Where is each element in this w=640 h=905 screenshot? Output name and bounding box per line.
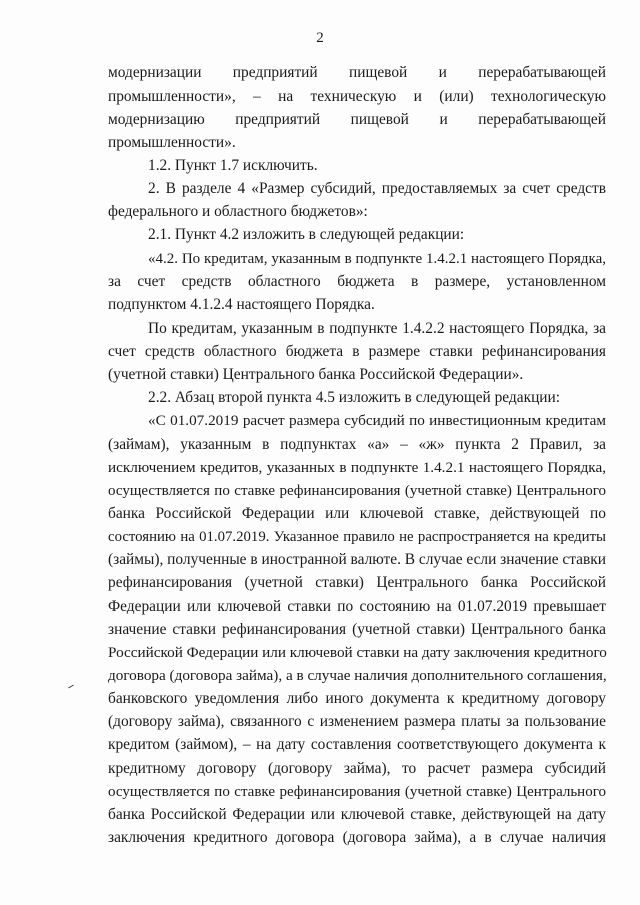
text-line: договора (договора займа), а в случае наличия дополнительного соглашения, bbox=[108, 667, 607, 684]
text-line: По кредитам, указанным в подпункте 1.4.2.2 настоящего Порядка, за bbox=[148, 320, 606, 337]
text-line: промышленности», – на техническую и (или) технологическую bbox=[108, 88, 606, 105]
text-line: заключения кредитного договора (договора займа), а в случае наличия bbox=[108, 829, 606, 846]
text-line: за счет средств областного бюджета в размере, установленном bbox=[108, 273, 606, 290]
text-line: подпунктом 4.1.2.4 настоящего Порядка. bbox=[108, 296, 375, 313]
page-number: 2 bbox=[316, 30, 324, 46]
text-line: Федерации или ключевой ставки по состоянию на 01.07.2019 превышает bbox=[108, 598, 606, 615]
text-line: банка Российской Федерации или ключевой ставке, действующей на дату bbox=[108, 806, 606, 823]
text-line: (займам), указанным в подпунктах «а» – «ж» пункта 2 Правил, за bbox=[108, 436, 606, 453]
text-line: модернизацию предприятий пищевой и перерабатывающей bbox=[108, 111, 606, 128]
text-line: 1.2. Пункт 1.7 исключить. bbox=[148, 157, 318, 174]
text-line: 2.1. Пункт 4.2 изложить в следующей редакции: bbox=[148, 226, 465, 243]
text-line: кредитом (займом), – на дату составления соответствующего документа к bbox=[108, 736, 606, 753]
text-line: «С 01.07.2019 расчет размера субсидий по инвестиционным кредитам bbox=[148, 412, 606, 429]
text-line: 2. В разделе 4 «Размер субсидий, предоставляемых за счет средств bbox=[148, 180, 606, 197]
text-line: осуществляется по ставке рефинансирования (учетной ставке) Центрального bbox=[108, 483, 606, 499]
text-line: (договору займа), связанного с изменением размера платы за пользование bbox=[108, 713, 606, 730]
text-line: значение ставки рефинансирования (учетной ставки) Центрального банка bbox=[108, 621, 606, 638]
text-line: «4.2. По кредитам, указанным в подпункте 1.4.2.1 настоящего Порядка, bbox=[148, 251, 606, 267]
text-line: исключением кредитов, указанных в подпункте 1.4.2.1 настоящего Порядка, bbox=[108, 459, 606, 476]
text-line: модернизации предприятий пищевой и перерабатывающей bbox=[108, 64, 606, 81]
text-line: (займы), полученные в иностранной валюте. В случае если значение ставки bbox=[108, 551, 606, 568]
text-line: Российской Федерации или ключевой ставки на дату заключения кредитного bbox=[108, 644, 607, 661]
text-line: осуществляется по ставке рефинансирования (учетной ставке) Центрального bbox=[108, 784, 606, 800]
text-line: банка Российской Федерации или ключевой ставке, действующей по bbox=[108, 505, 606, 522]
text-line: рефинансирования (учетной ставки) Центрального банка Российской bbox=[108, 574, 606, 591]
text-line: счет средств областного бюджета в размере ставки рефинансирования bbox=[108, 343, 606, 360]
text-line: банковского уведомления либо иного документа к кредитному договору bbox=[108, 690, 606, 707]
text-line: 2.2. Абзац второй пункта 4.5 изложить в следующей редакции: bbox=[148, 389, 561, 406]
text-line: кредитному договору (договору займа), то расчет размера субсидий bbox=[108, 760, 606, 777]
text-line: федерального и областного бюджетов»: bbox=[108, 203, 368, 220]
text-line: промышленности». bbox=[108, 134, 236, 151]
margin-mark bbox=[68, 685, 74, 689]
text-line: (учетной ставки) Центрального банка Российской Федерации». bbox=[108, 366, 524, 383]
text-line: состоянию на 01.07.2019. Указанное правило не распространяется на кредиты bbox=[108, 529, 606, 545]
